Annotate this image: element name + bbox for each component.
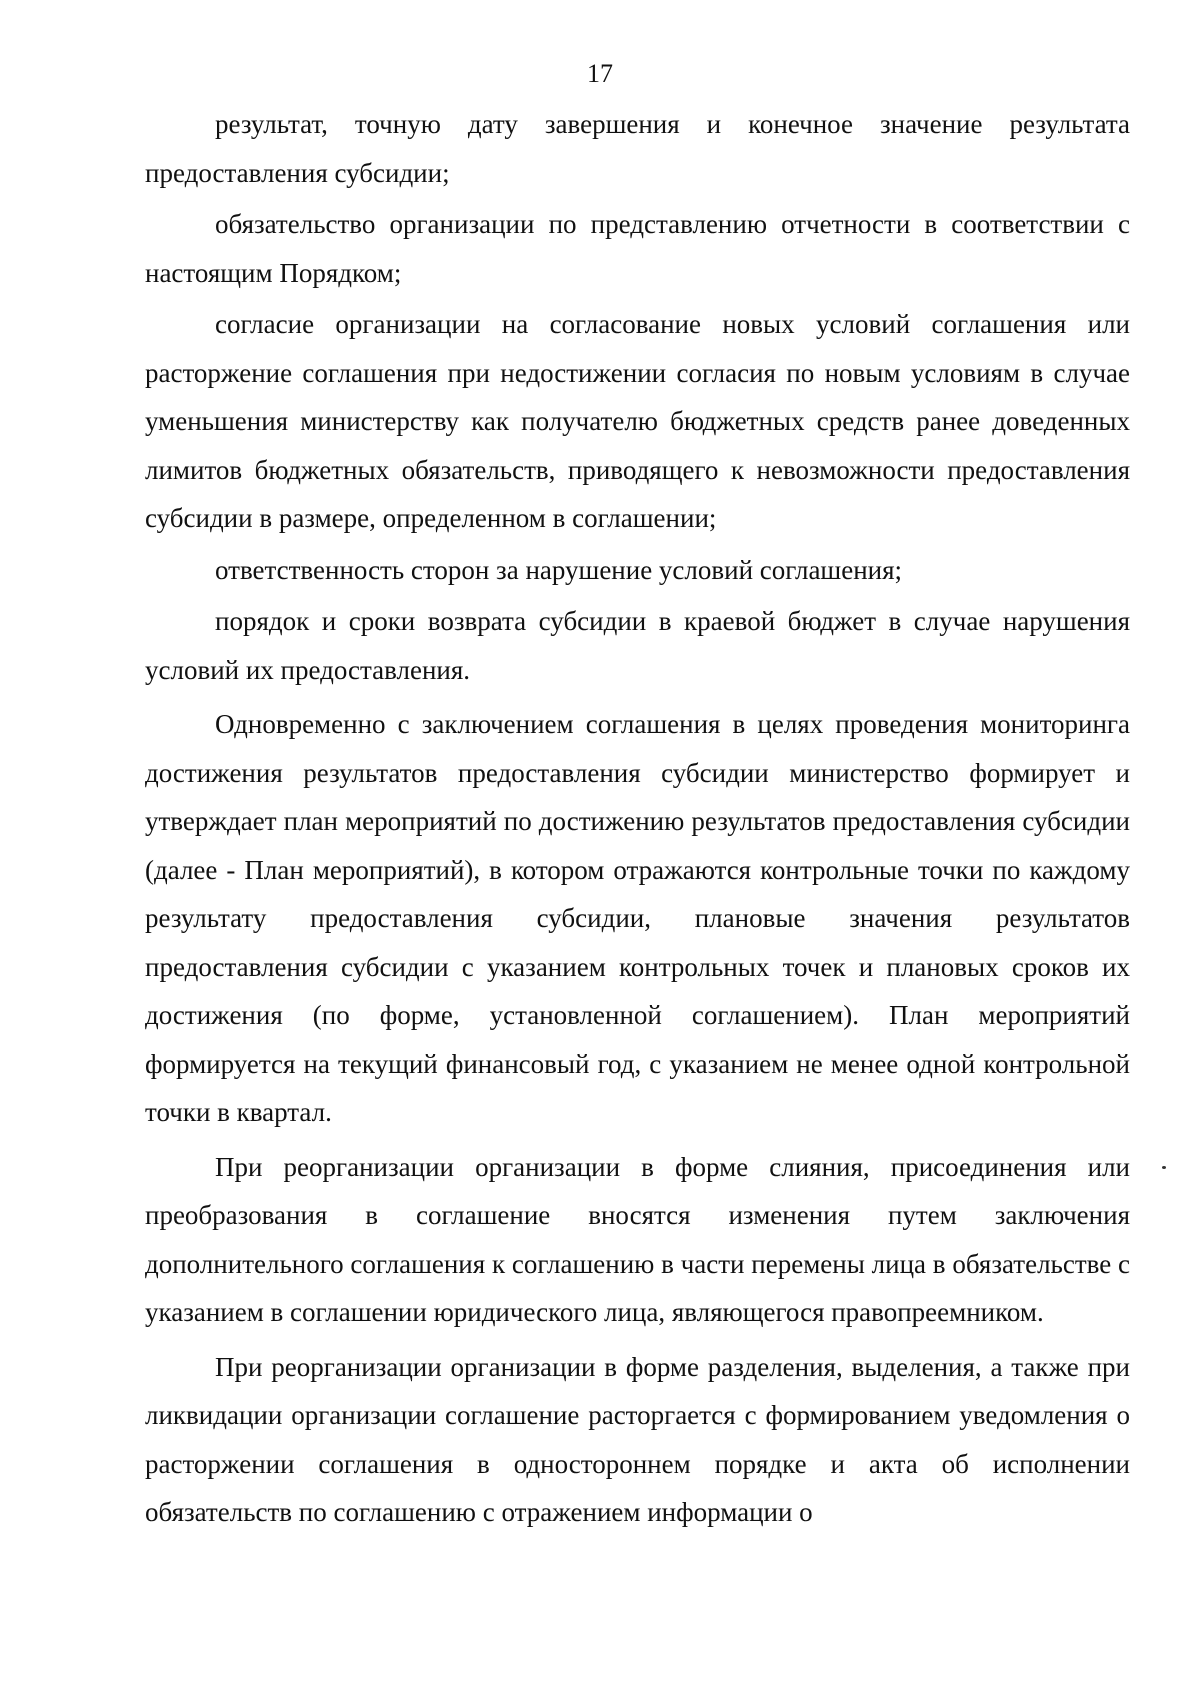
paragraph-reporting-obligation: обязательство организации по представлению отчетности в соответствии с настоящим Порядком; (145, 209, 1130, 288)
paragraph-reorganization-merger: При реорганизации организации в форме слияния, присоединения или преобразования в соглашение вносятся изменения путем заключения дополнительного соглашения к соглашению в части перемены лица в обязательстве с указанием в соглашении юридического лица, являющегося правопреемником. (145, 1151, 1130, 1327)
paragraph-reorganization-division: При реорганизации организации в форме разделения, выделения, а также при ликвидации организации соглашение расторгается с формированием уведомления о расторжении соглашения в одностороннем порядке и акта об исполнении обязательств по соглашению с отражением информации о (145, 1351, 1130, 1527)
paragraph-responsibility: ответственность сторон за нарушение условий соглашения; (215, 554, 903, 585)
document-body (145, 100, 1130, 1537)
paragraph-return-procedure: порядок и сроки возврата субсидии в краевой бюджет в случае нарушения условий их предоставления. (145, 606, 1130, 685)
paragraph-consent-new-conditions: согласие организации на согласование новых условий соглашения или расторжение соглашения при недостижении согласия по новым условиям в случае уменьшения министерству как получателю бюджетных средств ранее доведенных лимитов бюджетных обязательств, приводящего к невозможности предоставления субсидии в размере, определенном в соглашении; (145, 309, 1130, 533)
paragraph-monitoring-plan: Одновременно с заключением соглашения в целях проведения мониторинга достижения результатов предоставления субсидии министерство формирует и утверждает план мероприятий по достижению результатов предоставления субсидии (далее - План мероприятий), в котором отражаются контрольные точки по каждому результату предоставления субсидии, плановые значения результатов предоставления субсидии с указанием контрольных точек и плановых сроков их достижения (по форме, установленной соглашением). План мероприятий формируется на текущий финансовый год, с указанием не менее одной контрольной точки в квартал. (145, 709, 1130, 1127)
scan-speck (1162, 1166, 1166, 1169)
page-number: 17 (587, 59, 613, 88)
paragraph-result-date: результат, точную дату завершения и конечное значение результата предоставления субсидии; (145, 109, 1130, 188)
